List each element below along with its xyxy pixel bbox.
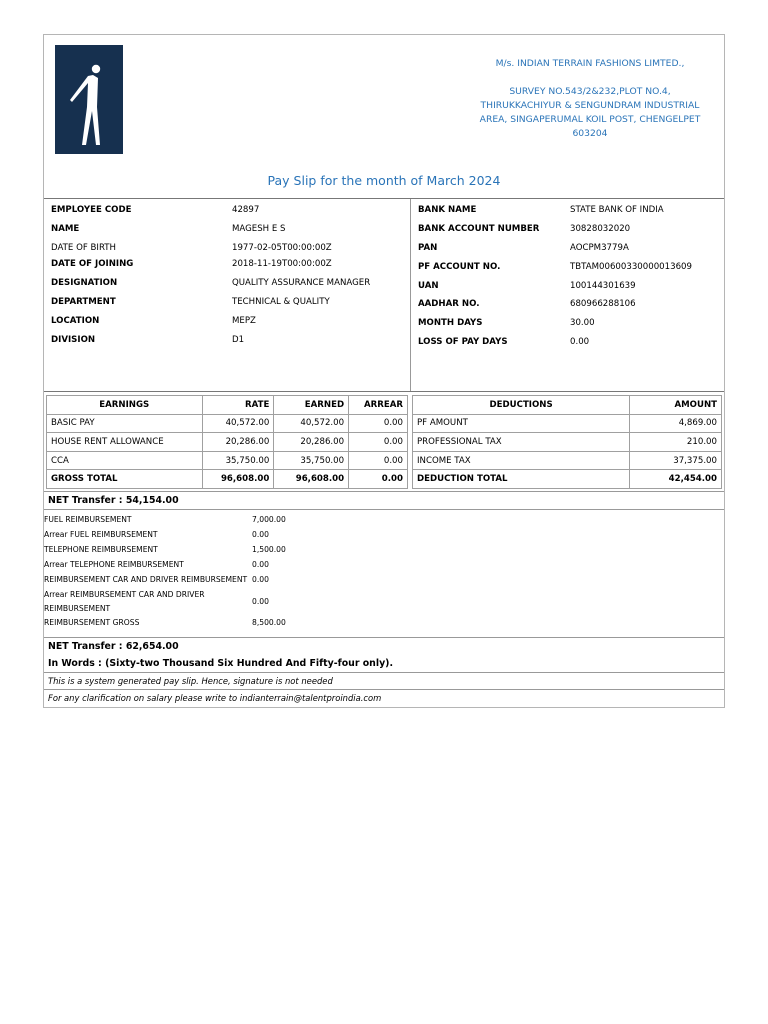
employee-info-label: NAME (51, 224, 80, 234)
table-cell: 4,869.00 (630, 414, 722, 433)
table-cell: PROFESSIONAL TAX (413, 433, 630, 452)
reimbursement-value: 7,000.00 (252, 515, 286, 525)
bank-info-row (411, 316, 724, 330)
list-item (44, 616, 724, 631)
table-cell: 20,286.00 (202, 433, 274, 452)
bank-info-value: AOCPM3779A (570, 243, 629, 253)
table-cell: BASIC PAY (47, 414, 203, 433)
table-cell: 96,608.00 (274, 470, 349, 489)
bank-info-value: 30828032020 (570, 224, 631, 234)
company-name: M/s. INDIAN TERRAIN FASHIONS LIMTED., (495, 58, 685, 69)
list-item (44, 573, 724, 588)
table-cell: GROSS TOTAL (47, 470, 203, 489)
table-row (47, 414, 408, 433)
employee-info-value: 1977-02-05T00:00:00Z (232, 243, 332, 253)
company-address (470, 85, 710, 141)
list-item (44, 588, 724, 616)
employee-info-value: TECHNICAL & QUALITY (232, 297, 330, 307)
system-generated-note: This is a system generated pay slip. Hence, signature is not needed (44, 673, 724, 690)
reimbursement-value: 8,500.00 (252, 618, 286, 628)
reimbursement-label: Arrear TELEPHONE REIMBURSEMENT (44, 560, 184, 570)
table-row (47, 433, 408, 452)
employee-info-label: LOCATION (51, 316, 100, 326)
employee-info-label: DEPARTMENT (51, 297, 116, 307)
deduction-total-row (413, 470, 722, 489)
employee-info-row (44, 276, 410, 290)
amount-in-words: In Words : (Sixty-two Thousand Six Hundred And Fifty-four only). (44, 655, 724, 673)
table-cell: 42,454.00 (630, 470, 722, 489)
bank-info-value: 680966288106 (570, 299, 636, 309)
table-cell: CCA (47, 451, 203, 470)
table-cell: 40,572.00 (274, 414, 349, 433)
employee-info-value: 42897 (232, 205, 260, 215)
bank-info-label: PF ACCOUNT NO. (418, 262, 501, 272)
table-cell: 0.00 (349, 451, 408, 470)
table-cell: PF AMOUNT (413, 414, 630, 433)
pay-slip (43, 34, 725, 708)
net-transfer-total: NET Transfer : 62,654.00 (48, 640, 179, 652)
company-address-block (470, 57, 710, 141)
pay-slip-header (44, 35, 724, 199)
gross-total-row (47, 470, 408, 489)
company-address-line: AREA, SINGAPERUMAL KOIL POST, CHENGELPET (479, 114, 701, 125)
earnings-table (46, 395, 408, 489)
table-cell: HOUSE RENT ALLOWANCE (47, 433, 203, 452)
employee-info-label: DESIGNATION (51, 278, 118, 288)
employee-info-row (44, 257, 410, 271)
bank-info-row (411, 203, 724, 217)
reimbursement-value: 0.00 (252, 575, 269, 585)
earnings-header-row (47, 396, 408, 415)
company-address-line: THIRUKKACHIYUR & SENGUNDRAM INDUSTRIAL (480, 100, 700, 111)
table-cell: INCOME TAX (413, 451, 630, 470)
employee-info-row (44, 241, 410, 255)
bank-info-label: MONTH DAYS (418, 318, 483, 328)
employee-info-value: QUALITY ASSURANCE MANAGER (232, 278, 371, 288)
bank-details (411, 199, 724, 391)
bank-info-label: LOSS OF PAY DAYS (418, 337, 508, 347)
earnings-header-cell: EARNED (274, 396, 349, 415)
reimbursements-list (44, 510, 724, 638)
employee-info-label: DATE OF BIRTH (51, 243, 117, 253)
earnings-header-cell: EARNINGS (47, 396, 203, 415)
employee-info-value: D1 (232, 335, 245, 345)
clarification-note: For any clarification on salary please write to indianterrain@talentproindia.com (48, 692, 382, 703)
bank-info-row (411, 260, 724, 274)
employee-info-label: DIVISION (51, 335, 96, 345)
table-cell: 20,286.00 (274, 433, 349, 452)
bank-info-label: AADHAR NO. (418, 299, 480, 309)
table-cell: 35,750.00 (202, 451, 274, 470)
reimbursement-label: REIMBURSEMENT GROSS (44, 618, 140, 628)
table-cell: DEDUCTION TOTAL (413, 470, 630, 489)
bank-info-value: TBTAM00600330000013609 (570, 262, 692, 272)
reimbursement-label: Arrear FUEL REIMBURSEMENT (44, 530, 158, 540)
employee-info-row (44, 222, 410, 236)
table-row (413, 433, 722, 452)
table-cell: 96,608.00 (202, 470, 274, 489)
list-item (44, 513, 724, 528)
net-transfer-salary: NET Transfer : 54,154.00 (44, 492, 724, 510)
employee-bank-info (44, 199, 724, 392)
bank-info-value: 0.00 (570, 337, 590, 347)
reimbursement-value: 0.00 (252, 560, 269, 570)
bank-info-row (411, 297, 724, 311)
table-cell: 0.00 (349, 414, 408, 433)
deductions-header-cell: DEDUCTIONS (413, 396, 630, 415)
reimbursement-value: 1,500.00 (252, 545, 286, 555)
employee-info-value: MAGESH E S (232, 224, 286, 234)
bank-info-label: PAN (418, 243, 438, 253)
deductions-header-cell: AMOUNT (630, 396, 722, 415)
employee-info-value: 2018-11-19T00:00:00Z (232, 259, 332, 269)
list-item (44, 543, 724, 558)
deductions-table (412, 395, 722, 489)
bank-info-row (411, 335, 724, 349)
bank-info-value: 100144301639 (570, 281, 636, 291)
employee-details (44, 199, 411, 391)
table-cell: 0.00 (349, 470, 408, 489)
table-cell: 35,750.00 (274, 451, 349, 470)
company-address-line: 603204 (572, 128, 608, 139)
bank-info-row (411, 279, 724, 293)
company-address-line: SURVEY NO.543/2&232,PLOT NO.4, (509, 86, 671, 97)
reimbursement-value: 0.00 (252, 530, 269, 540)
employee-info-value: MEPZ (232, 316, 256, 326)
table-row (413, 414, 722, 433)
list-item (44, 528, 724, 543)
bank-info-value: STATE BANK OF INDIA (570, 205, 664, 215)
table-row (413, 451, 722, 470)
employee-info-row (44, 314, 410, 328)
running-figure-icon (55, 45, 123, 154)
bank-info-label: UAN (418, 281, 439, 291)
employee-info-label: DATE OF JOINING (51, 259, 134, 269)
bank-info-label: BANK ACCOUNT NUMBER (418, 224, 540, 234)
reimbursement-value: 0.00 (252, 596, 269, 606)
table-cell: 0.00 (349, 433, 408, 452)
earnings-header-cell: RATE (202, 396, 274, 415)
deductions-header-row (413, 396, 722, 415)
employee-info-row (44, 295, 410, 309)
employee-info-row (44, 333, 410, 347)
table-row (47, 451, 408, 470)
reimbursement-label: FUEL REIMBURSEMENT (44, 515, 132, 525)
bank-info-row (411, 222, 724, 236)
reimbursement-label: REIMBURSEMENT CAR AND DRIVER REIMBURSEMENT (44, 575, 248, 585)
earnings-header-cell: ARREAR (349, 396, 408, 415)
list-item (44, 558, 724, 573)
company-logo (55, 45, 123, 154)
reimbursement-label: Arrear REIMBURSEMENT CAR AND DRIVER REIMBURSEMENT (44, 589, 205, 613)
bank-info-label: BANK NAME (418, 205, 477, 215)
reimbursement-label: TELEPHONE REIMBURSEMENT (44, 545, 158, 555)
bank-info-value: 30.00 (570, 318, 595, 328)
table-cell: 37,375.00 (630, 451, 722, 470)
earnings-deductions (44, 392, 724, 492)
employee-info-row (44, 203, 410, 217)
employee-info-label: EMPLOYEE CODE (51, 205, 132, 215)
bank-info-row (411, 241, 724, 255)
table-cell: 210.00 (630, 433, 722, 452)
table-cell: 40,572.00 (202, 414, 274, 433)
page-title: Pay Slip for the month of March 2024 (267, 173, 501, 188)
